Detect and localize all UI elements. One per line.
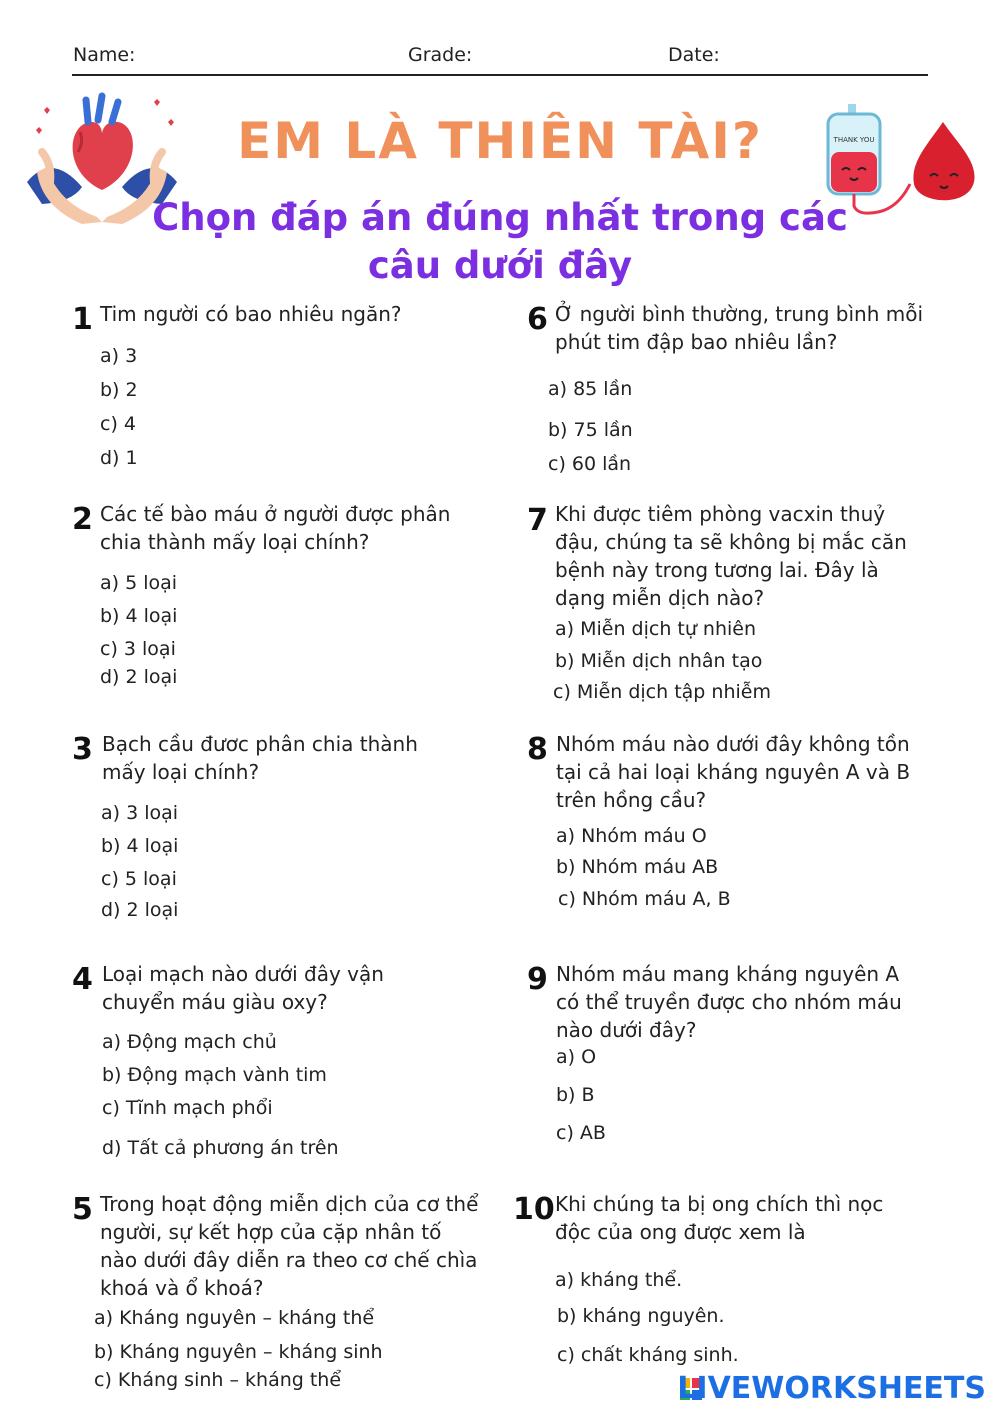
- answer-option[interactable]: b) 2: [100, 379, 138, 401]
- header-divider: [72, 74, 928, 76]
- page-title: EM LÀ THIÊN TÀI?: [237, 112, 763, 170]
- answer-option[interactable]: d) 2 loại: [100, 666, 178, 688]
- question-text: Trong hoạt động miễn dịch của cơ thể người, sự kết hợp của cặp nhân tố nào dưới đây diễn ra theo cơ chế chìa khoá và ổ khoá?: [100, 1192, 479, 1300]
- answer-option[interactable]: c) 3 loại: [100, 638, 176, 660]
- question-number: 5: [72, 1192, 93, 1227]
- answer-option[interactable]: b) Nhóm máu AB: [556, 856, 719, 878]
- answer-option[interactable]: d) 2 loại: [101, 899, 179, 921]
- answer-option[interactable]: c) 60 lần: [548, 453, 632, 475]
- question-number: 10: [513, 1192, 555, 1227]
- question-text: Nhóm máu nào dưới đây không tồn tại cả hai loại kháng nguyên A và B trên hồng cầu?: [556, 732, 911, 812]
- answer-option[interactable]: a) 85 lần: [548, 378, 633, 400]
- answer-option[interactable]: b) 4 loại: [100, 605, 178, 627]
- question-number: 6: [527, 302, 548, 337]
- answer-option[interactable]: c) Tĩnh mạch phổi: [102, 1097, 273, 1119]
- question-text: Nhóm máu mang kháng nguyên A có thể truyền được cho nhóm máu nào dưới đây?: [556, 962, 902, 1042]
- answer-option[interactable]: a) Động mạch chủ: [102, 1031, 277, 1053]
- answer-option[interactable]: b) 4 loại: [101, 835, 179, 857]
- answer-option[interactable]: c) AB: [556, 1122, 606, 1144]
- date-label: Date:: [668, 44, 720, 66]
- question-text: Các tế bào máu ở người được phân chia thành mấy loại chính?: [100, 502, 451, 554]
- answer-option[interactable]: a) 3: [100, 345, 138, 367]
- answer-option[interactable]: a) Kháng nguyên – kháng thể: [94, 1307, 375, 1329]
- name-label: Name:: [73, 44, 136, 66]
- question-text: Ở người bình thường, trung bình mỗi phút tim đập bao nhiêu lần?: [555, 302, 923, 354]
- question-text: Khi được tiêm phòng vacxin thuỷ đậu, chúng ta sẽ không bị mắc căn bệnh này trong tương lai. Đây là dạng miễn dịch nào?: [555, 502, 907, 610]
- question-text: Tim người có bao nhiêu ngăn?: [100, 302, 402, 326]
- grade-label: Grade:: [408, 44, 473, 66]
- answer-option[interactable]: c) Nhóm máu A, B: [558, 888, 731, 910]
- answer-option[interactable]: b) Kháng nguyên – kháng sinh: [94, 1341, 383, 1363]
- question-text: Loại mạch nào dưới đây vận chuyển máu giàu oxy?: [102, 962, 384, 1014]
- answer-option[interactable]: c) Kháng sinh – kháng thể: [94, 1369, 342, 1391]
- question-number: 7: [527, 503, 548, 538]
- question-number: 4: [72, 962, 93, 997]
- answer-option[interactable]: c) Miễn dịch tập nhiễm: [553, 681, 771, 703]
- answer-option[interactable]: b) Miễn dịch nhân tạo: [555, 650, 763, 672]
- question-number: 3: [72, 732, 93, 767]
- subtitle-line-2: câu dưới đây: [367, 244, 633, 287]
- answer-option[interactable]: a) Miễn dịch tự nhiên: [555, 618, 757, 640]
- answer-option[interactable]: a) O: [556, 1046, 597, 1068]
- answer-option[interactable]: d) Tất cả phương án trên: [102, 1137, 339, 1159]
- subtitle-line-1: Chọn đáp án đúng nhất trong các: [152, 196, 848, 239]
- question-number: 8: [527, 732, 548, 767]
- liveworksheets-logo[interactable]: LIVEWORKSHEETS: [677, 1371, 986, 1406]
- answer-option[interactable]: a) kháng thể.: [555, 1269, 683, 1291]
- answer-option[interactable]: a) 3 loại: [101, 802, 179, 824]
- answer-option[interactable]: a) Nhóm máu O: [556, 825, 707, 847]
- answer-option[interactable]: c) 5 loại: [101, 868, 177, 890]
- question-number: 9: [527, 962, 548, 997]
- page-subtitle: [150, 194, 850, 290]
- answer-option[interactable]: b) B: [556, 1084, 595, 1106]
- question-text: Bạch cầu đươc phân chia thành mấy loại chính?: [102, 732, 418, 784]
- answer-option[interactable]: c) 4: [100, 413, 136, 435]
- question-text: Khi chúng ta bị ong chích thì nọc độc của ong được xem là: [555, 1192, 884, 1244]
- blood-bag-label: THANK YOU: [833, 136, 875, 144]
- answer-option[interactable]: b) Động mạch vành tim: [102, 1064, 327, 1086]
- answer-option[interactable]: c) chất kháng sinh.: [557, 1344, 739, 1366]
- answer-option[interactable]: b) 75 lần: [548, 419, 633, 441]
- answer-option[interactable]: b) kháng nguyên.: [557, 1305, 725, 1327]
- question-number: 1: [72, 302, 93, 337]
- answer-option[interactable]: d) 1: [100, 447, 138, 469]
- question-number: 2: [72, 502, 93, 537]
- answer-option[interactable]: a) 5 loại: [100, 572, 178, 594]
